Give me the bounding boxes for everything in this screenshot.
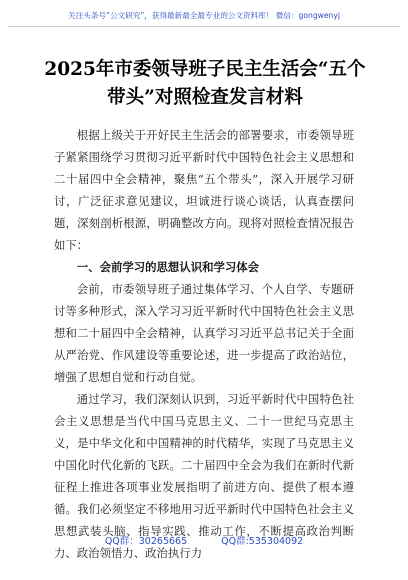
footer-qq-group-1: QQ群：30265665: [104, 536, 188, 547]
section-1-paragraph-1: 会前，市委领导班子通过集体学习、个人自学、专题研讨等多种形式，深入学习习近平新时代中国特色社会主义思想和二十届四中全会精神，认真学习习近平总书记关于全面从严治党、作风建设等重要论述，进一步提高了政治站位，增强了思想自觉和行动自觉。: [54, 282, 354, 384]
document-title: 2025年市委领导班子民主生活会“五个带头”对照检查发言材料: [44, 59, 366, 108]
intro-paragraph: 根据上级关于开好民主生活会的部署要求，市委领导班子紧紧围绕学习贯彻习近平新时代中国特色社会主义思想和二十届四中全会精神，聚焦“五个带头”，深入开展学习研讨，广泛征求意见建议，坦诚进行谈心谈话，认真查摆问题，深刻剖析根源，明确整改方向。现将对照检查情况报告如下：: [54, 128, 354, 252]
footer-qq-group-2: QQ群:535304092: [221, 536, 304, 547]
header-divider: [8, 26, 400, 27]
footer-contact: [0, 533, 408, 547]
promo-banner: 关注头条号“公文研究”，获得最新最全最专业的公文资料库！ 微信：gongwenyj: [68, 11, 340, 20]
section-1-paragraph-2: 通过学习，我们深刻认识到，习近平新时代中国特色社会主义思想是当代中国马克思主义、二十一世纪马克思主义，是中华文化和中国精神的时代精华，实现了马克思主义中国化时代化新的飞跃。二十届四中全会为我们在新时代新征程上推进各项事业发展指明了前进方向、提供了根本遵循。我们必须坚定不移地用习近平新时代中国特色社会主义思想武装头脑、指导实践、推动工作，不断提高政治判断力、政治领悟力、政治执行力: [54, 392, 354, 560]
section-heading-1: 一、会前学习的思想认识和学习体会: [76, 260, 260, 274]
document-body: [54, 124, 354, 564]
